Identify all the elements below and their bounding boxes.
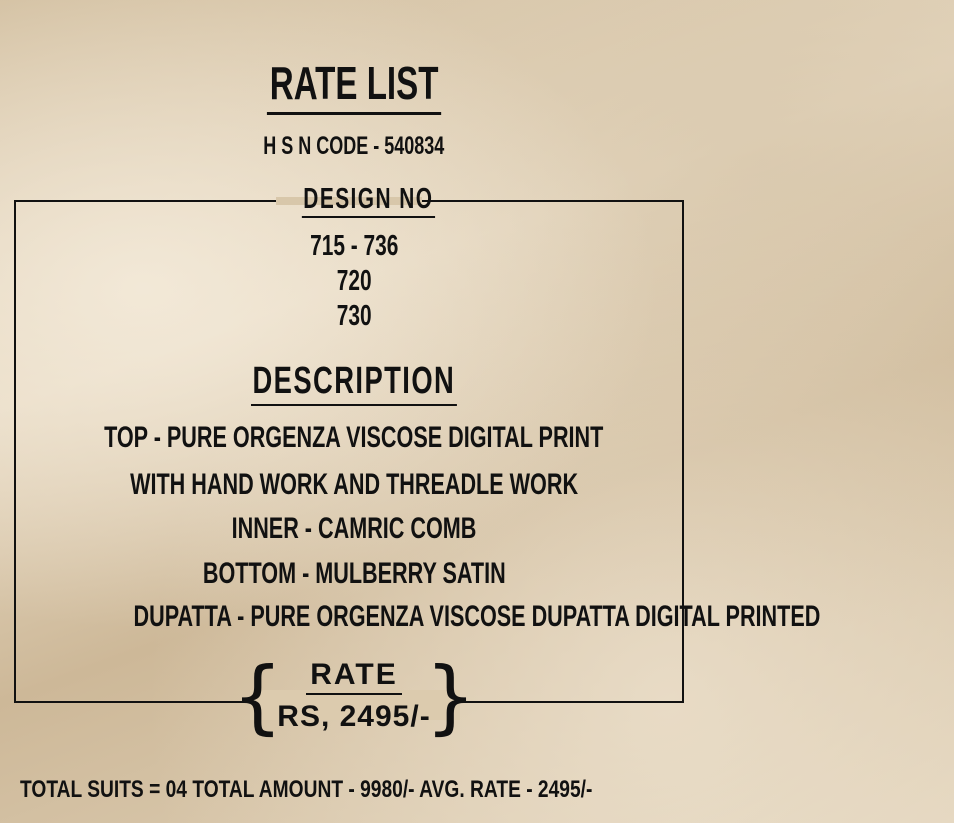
description-line-1: TOP - PURE ORGENZA VISCOSE DIGITAL PRINT [104,421,604,454]
right-brace-icon: } [425,650,476,743]
description-line [0,600,821,634]
description-line-2: WITH HAND WORK AND THREADLE WORK [130,468,578,501]
description-heading [0,360,708,406]
rate-value: RS, 2495/- [277,700,431,733]
description-line [0,468,708,502]
page-title [0,56,708,115]
description-line-3: INNER - CAMRIC COMB [231,512,477,545]
description-line-5: DUPATTA - PURE ORGENZA VISCOSE DUPATTA DIGITAL PRINTED [133,600,821,633]
rate-label [232,658,476,695]
design-no-text: DESIGN NO [302,183,435,218]
design-number [0,300,708,333]
design-number-2: 720 [336,265,372,297]
rate-label-text: RATE [306,658,401,695]
design-no-label [276,183,434,219]
design-number [0,265,708,298]
description-line [0,421,708,455]
hsn-code [0,132,708,161]
description-heading-text: DESCRIPTION [251,360,457,406]
design-number-1: 715 - 736 [309,230,399,262]
rate-box [232,650,476,744]
title-text: RATE LIST [267,56,441,115]
description-line-4: BOTTOM - MULBERRY SATIN [202,557,506,590]
hsn-code-text: H S N CODE - 540834 [263,132,445,160]
description-line [0,557,708,591]
description-line [0,512,708,546]
totals-footer: TOTAL SUITS = 04 TOTAL AMOUNT - 9980/- AVG. RATE - 2495/- [20,776,593,803]
design-number-3: 730 [336,300,372,332]
design-number [0,230,708,263]
left-brace-icon: { [232,650,283,743]
